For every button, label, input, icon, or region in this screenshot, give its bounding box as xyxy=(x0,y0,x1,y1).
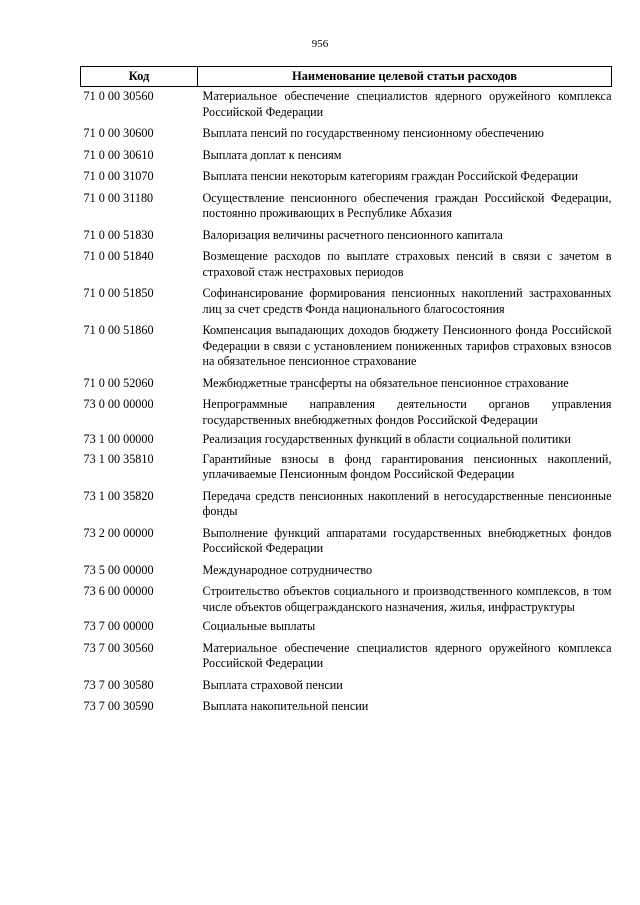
row-code: 71 0 00 30560 xyxy=(83,89,154,103)
table-row xyxy=(81,228,612,250)
table-row xyxy=(81,249,612,286)
row-name: Компенсация выпадающих доходов бюджету Пенсионного фонда Российской Федерации в связи с установлением пониженных тарифов страховых взносов на обязательное пенсионное страхование xyxy=(202,323,612,368)
row-code: 73 1 00 35810 xyxy=(83,451,154,466)
page-number: 956 xyxy=(311,38,329,50)
table-row xyxy=(81,452,612,489)
row-name: Межбюджетные трансферты на обязательное пенсионное страхование xyxy=(202,375,569,390)
row-code: 73 0 00 00000 xyxy=(83,397,154,411)
row-name: Строительство объектов социального и производственного комплексов, в том числе объектов общегражданского назначения, жилья, инфраструктуры xyxy=(202,584,612,614)
table-row xyxy=(81,489,612,526)
row-name: Выплата страховой пенсии xyxy=(202,677,343,692)
table-row xyxy=(81,126,612,148)
table-row xyxy=(81,584,612,619)
table-row xyxy=(81,678,612,700)
row-code: 71 0 00 31180 xyxy=(83,190,154,205)
row-code: 73 6 00 00000 xyxy=(83,584,154,598)
column-header-code: Код xyxy=(81,67,198,87)
row-name: Валоризация величины расчетного пенсионного капитала xyxy=(202,227,503,242)
table-row xyxy=(81,699,612,721)
row-code: 73 1 00 35820 xyxy=(83,488,154,503)
table-row xyxy=(81,286,612,323)
table-row xyxy=(81,397,612,432)
row-code: 73 7 00 30590 xyxy=(83,699,154,713)
row-code: 71 0 00 31070 xyxy=(83,169,154,183)
row-name: Выплата пенсии некоторым категориям граждан Российской Федерации xyxy=(202,169,578,183)
row-name: Выплата пенсий по государственному пенсионному обеспечению xyxy=(202,126,544,140)
row-name: Социальные выплаты xyxy=(202,619,316,633)
table-row xyxy=(81,563,612,585)
row-name: Выплата накопительной пенсии xyxy=(202,699,369,713)
row-name: Софинансирование формирования пенсионных накоплений застрахованных лиц за счет средств Фонда национального благосостояния xyxy=(202,286,612,316)
table-row xyxy=(81,87,612,127)
table-row xyxy=(81,148,612,170)
row-name: Выплата доплат к пенсиям xyxy=(202,147,342,162)
row-code: 73 5 00 00000 xyxy=(83,562,154,577)
row-code: 71 0 00 51860 xyxy=(83,323,154,337)
row-code: 73 2 00 00000 xyxy=(83,525,154,540)
row-code: 71 0 00 30600 xyxy=(83,126,154,140)
row-code: 73 7 00 30560 xyxy=(83,640,154,655)
row-code: 73 7 00 30580 xyxy=(83,677,154,692)
table-row xyxy=(81,169,612,191)
row-name: Материальное обеспечение специалистов ядерного оружейного комплекса Российской Федерации xyxy=(202,89,612,119)
row-name: Осуществление пенсионного обеспечения граждан Российской Федерации, постоянно проживающих в Республике Абхазия xyxy=(202,190,612,220)
table-row xyxy=(81,526,612,563)
budget-codes-table xyxy=(80,66,612,721)
table-row xyxy=(81,432,612,452)
row-name: Выполнение функций аппаратами государственных внебюджетных фондов Российской Федерации xyxy=(202,525,612,555)
row-code: 71 0 00 51850 xyxy=(83,286,154,300)
row-name: Гарантийные взносы в фонд гарантирования пенсионных накоплений, уплачиваемые Пенсионным фондом Российской Федерации xyxy=(202,451,612,481)
row-name: Реализация государственных функций в области социальной политики xyxy=(202,432,571,446)
row-name: Непрограммные направления деятельности органов управления государственных внебюджетных фондов Российской Федерации xyxy=(202,397,612,427)
row-code: 71 0 00 51840 xyxy=(83,249,154,263)
row-code: 73 1 00 00000 xyxy=(83,432,154,446)
table-header-row xyxy=(81,67,612,87)
row-code: 73 7 00 00000 xyxy=(83,619,154,633)
table-row xyxy=(81,191,612,228)
row-name: Материальное обеспечение специалистов ядерного оружейного комплекса Российской Федерации xyxy=(202,640,612,670)
row-name: Возмещение расходов по выплате страховых пенсий в связи с зачетом в страховой стаж нестраховых периодов xyxy=(202,249,612,279)
row-code: 71 0 00 52060 xyxy=(83,375,154,390)
row-code: 71 0 00 30610 xyxy=(83,147,154,162)
table-row xyxy=(81,376,612,398)
row-name: Международное сотрудничество xyxy=(202,562,373,577)
table-body xyxy=(81,87,612,721)
row-name: Передача средств пенсионных накоплений в негосударственные пенсионные фонды xyxy=(202,488,612,518)
row-code: 71 0 00 51830 xyxy=(83,227,154,242)
column-header-name: Наименование целевой статьи расходов xyxy=(198,67,612,87)
table-row xyxy=(81,619,612,641)
table-row xyxy=(81,641,612,678)
table-row xyxy=(81,323,612,376)
